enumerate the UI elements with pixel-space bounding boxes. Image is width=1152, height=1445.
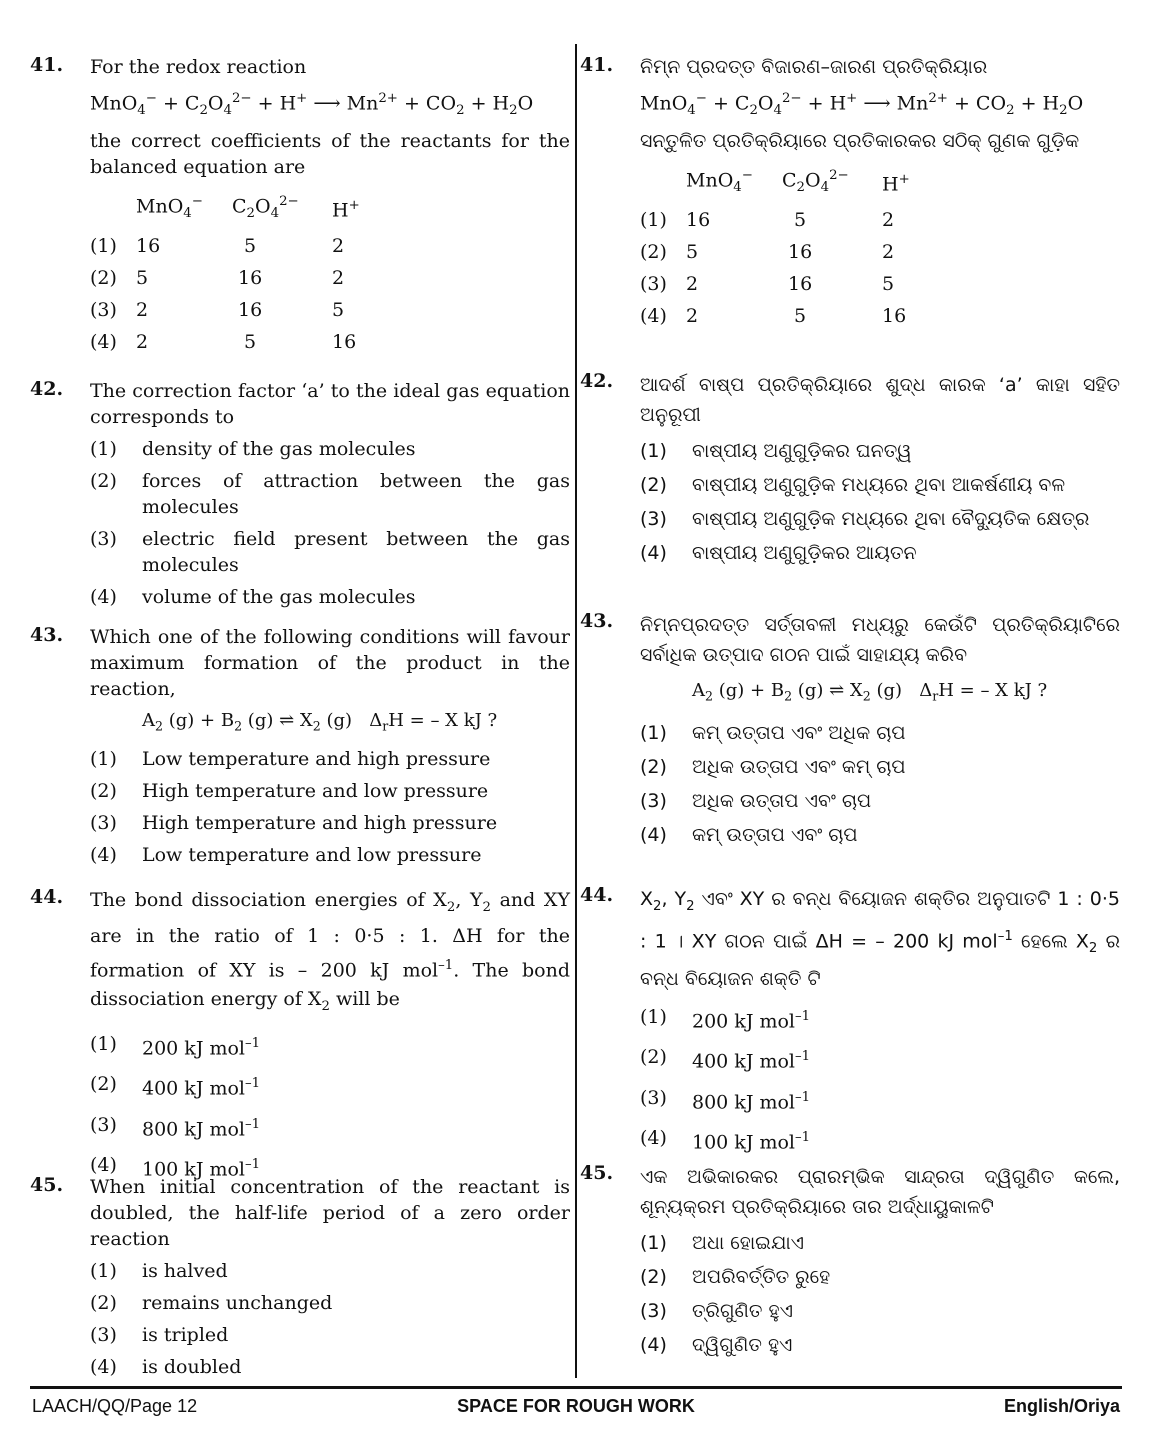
question-text-2: the correct coefficients of the reactants for the balanced equation are [90,130,570,179]
question-text: ନିମ୍ନପ୍ରଦତ୍ତ ସର୍ତ୍ତାବଳୀ ମଧ୍ୟରୁ କେଉଁଟି ପ୍ରତିକ୍ରିୟାଟିରେ ସର୍ବାଧିକ ଉତ୍ପାଦ ଗଠନ ପାଇଁ ସାହାଯ୍ୟ କରିବ [640,614,1120,666]
option-4[interactable]: (4) 100 kJ mol$^{-1}$ [90,1153,261,1181]
question-41-en [30,54,570,358]
option-3[interactable]: (3) ଅଧିକ ଉତ୍ତାପ ଏବଂ ଚାପ [640,789,872,812]
option-4[interactable]: (4) କମ୍ ଉତ୍ତାପ ଏବଂ ଚାପ [640,823,858,846]
option-4[interactable]: (4) ବାଷ୍ପୀୟ ଅଣୁଗୁଡ଼ିକର ଆୟତନ [640,542,917,564]
option-3[interactable]: (3) 800 kJ mol$^{-1}$ [90,1113,261,1140]
option-4[interactable]: (4) ଦ୍ୱିଗୁଣିତ ହୁଏ [640,1334,793,1356]
rough-work-label: SPACE FOR ROUGH WORK [457,1396,695,1416]
question-43-or [580,610,1120,848]
option-1[interactable]: (1) କମ୍ ଉତ୍ତାପ ଏବଂ ଅଧିକ ଚାପ [640,721,906,744]
question-text-2: ସନ୍ତୁଳିତ ପ୍ରତିକ୍ରିୟାରେ ପ୍ରତିକାରକର ସଠିକ୍ ଗୁଣକ ଗୁଡ଼ିକ [640,130,1080,153]
option-1[interactable]: (1) ଅଧା ହୋଇଯାଏ [640,1232,805,1254]
question-number: 42. [30,378,64,400]
option-3[interactable]: (3) electric field present between the gas molecules [90,528,570,576]
question-text: The bond dissociation energies of $X_2$, $Y_2$ and XY are in the ratio of 1 : 0·5 : 1. ΔH for the formation of XY is – 200 kJ mol$^{-1}$. The bond dissociation energy of $X_2$ will be [90,889,570,1014]
question-text: ନିମ୍ନ ପ୍ରଦତ୍ତ ବିଜାରଣ–ଜାରଣ ପ୍ରତିକ୍ରିୟାର [640,56,988,78]
table-row[interactable]: (4) 2 5 16 [640,305,907,328]
question-number: 45. [580,1162,614,1184]
option-2[interactable]: (2) ଅଧିକ ଉତ୍ତାପ ଏବଂ କମ୍ ଚାପ [640,755,906,778]
option-2[interactable]: (2) forces of attraction between the gas molecules [90,470,570,518]
option-3[interactable]: (3) ବାଷ୍ପୀୟ ଅଣୁଗୁଡ଼ିକ ମଧ୍ୟରେ ଥିବା ବୈଦ୍ୟୁତିକ କ୍ଷେତ୍ର [640,508,1090,530]
question-text: For the redox reaction [90,56,307,78]
question-number: 44. [30,886,64,908]
question-text: ଆଦର୍ଶ ବାଷ୍ପ ପ୍ରତିକ୍ରିୟାରେ ଶୁଦ୍ଧ କାରକ ‘a’ କାହା ସହିତ ଅନୁରୂପୀ [640,374,1120,426]
coefficient-table [640,160,910,332]
question-number: 41. [30,54,64,76]
footer-rule [30,1386,1122,1389]
question-number: 42. [580,370,614,392]
table-row[interactable]: (1) 16 5 2 [90,235,345,258]
table-row[interactable]: (3) 2 16 5 [90,299,345,322]
equilibrium-equation: $A_2$ $(g) + B_2$ (g) ⇌ $X_2$ (g) $\Delta_rH$ = – X kJ ? [142,710,498,734]
option-2[interactable]: (2) remains unchanged [90,1292,333,1314]
option-4[interactable]: (4) is doubled [90,1356,242,1378]
question-number: 45. [30,1174,64,1196]
option-1[interactable]: (1) 200 kJ mol$^{-1}$ [640,1005,811,1033]
table-row[interactable]: (4) 2 5 16 [90,331,357,354]
option-3[interactable]: (3) is tripled [90,1324,229,1346]
option-4[interactable]: (4) Low temperature and low pressure [90,843,482,866]
question-number: 44. [580,884,614,906]
table-row[interactable]: (2) 5 16 2 [90,267,345,290]
option-1[interactable]: (1) density of the gas molecules [90,438,416,460]
option-2[interactable]: (2) ବାଷ୍ପୀୟ ଅଣୁଗୁଡ଼ିକ ମଧ୍ୟରେ ଥିବା ଆକର୍ଷଣୀୟ ବଳ [640,474,1066,496]
question-44-or [580,884,1120,1155]
question-number: 41. [580,54,614,76]
table-row[interactable]: (1) 16 5 2 [640,209,895,232]
question-text: When initial concentration of the reactant is doubled, the half-life period of a zero order reaction [90,1176,570,1250]
table-header: MnO$_4$− $C_2O_4^{2-}$ H+ [686,168,910,196]
question-45-or [580,1162,1120,1358]
option-2[interactable]: (2) ଅପରିବର୍ତ୍ତିତ ରୁହେ [640,1266,831,1288]
option-3[interactable]: (3) ତ୍ରିଗୁଣିତ ହୁଏ [640,1300,793,1322]
option-1[interactable]: (1) is halved [90,1260,228,1282]
redox-equation: $MnO_4^- + C_2O_4^{2-} + H^+$ ⟶ $Mn^{2+} + CO_2 + H_2O$ [640,91,1084,119]
redox-equation: $MnO_4^- + C_2O_4^{2-} + H^+$ ⟶ $Mn^{2+} + CO_2 + H_2O$ [90,91,534,119]
question-44-en [30,886,570,1182]
table-row[interactable]: (2) 5 16 2 [640,241,895,264]
question-text: Which one of the following conditions will favour maximum formation of the product in the reaction, [90,626,570,700]
option-4[interactable]: (4) 100 kJ mol$^{-1}$ [640,1126,811,1154]
option-1[interactable]: (1) ବାଷ୍ପୀୟ ଅଣୁଗୁଡ଼ିକର ଘନତ୍ୱ [640,440,912,462]
question-42-en [30,378,570,610]
question-number: 43. [580,610,614,632]
question-43-en [30,624,570,868]
equilibrium-equation: $A_2$ $(g) + B_2$ (g) ⇌ $X_2$ (g) $\Delta_rH$ = – X kJ ? [692,680,1048,704]
question-text: The correction factor ‘a’ to the ideal gas equation corresponds to [90,380,570,428]
option-2[interactable]: (2) 400 kJ mol$^{-1}$ [640,1046,811,1073]
option-4[interactable]: (4) volume of the gas molecules [90,586,416,608]
question-45-en [30,1174,570,1380]
table-row[interactable]: (3) 2 16 5 [640,273,895,296]
option-3[interactable]: (3) 800 kJ mol$^{-1}$ [640,1086,811,1113]
option-3[interactable]: (3) High temperature and high pressure [90,811,498,834]
coefficient-table [90,186,360,358]
table-header: MnO$_4$− $C_2O_4^{2-}$ H+ [136,194,360,222]
option-2[interactable]: (2) High temperature and low pressure [90,779,489,802]
language-label: English/Oriya [1003,1396,1120,1416]
column-divider [575,44,577,1378]
page-code: LAACH/QQ/Page 12 [32,1396,198,1416]
option-1[interactable]: (1) Low temperature and high pressure [90,747,491,770]
question-number: 43. [30,624,64,646]
question-41-or [580,54,1120,332]
question-text: $X_2$, $Y_2$ ଏବଂ XY ର ବନ୍ଧ ବିୟୋଜନ ଶକ୍ତିର ଅନୁପାତଟି 1 : 0·5 : 1 । XY ଗଠନ ପାଇଁ ΔH = – 200 kJ mol$^{-1}$ ହେଲେ $X_2$ ର ବନ୍ଧ ବିୟୋଜନ ଶକ୍ତି ଟି [640,888,1120,990]
option-1[interactable]: (1) 200 kJ mol$^{-1}$ [90,1032,261,1060]
question-text: ଏକ ଅଭିକାରକର ପ୍ରାରମ୍ଭିକ ସାନ୍ଦ୍ରତା ଦ୍ୱିଗୁଣିତ କଲେ, ଶୂନ୍ୟକ୍ରମ ପ୍ରତିକ୍ରିୟାରେ ତାର ଅର୍ଦ୍ଧାୟୁକାଳଟି [640,1166,1120,1218]
option-2[interactable]: (2) 400 kJ mol$^{-1}$ [90,1073,261,1100]
question-42-or [580,370,1120,566]
